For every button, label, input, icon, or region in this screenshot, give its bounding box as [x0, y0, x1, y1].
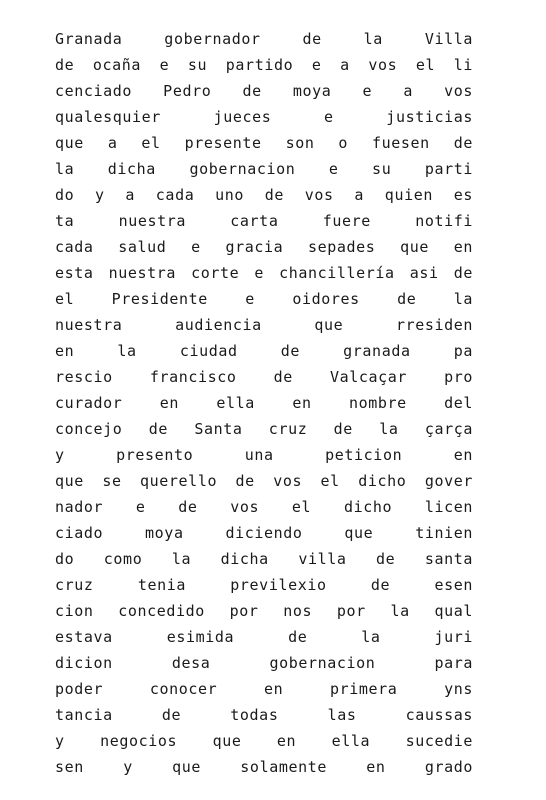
text-line-6: la dicha gobernacion e su parti — [55, 160, 473, 178]
text-line-14: rescio francisco de Valcaçar pro — [55, 368, 473, 386]
text-line-15: curador en ella en nombre del — [55, 394, 473, 412]
text-line-8: ta nuestra carta fuere notifi — [55, 212, 473, 230]
text-line-25: dicion desa gobernacion para — [55, 654, 473, 672]
text-line-1: Granada gobernador de la Villa — [55, 30, 473, 48]
text-line-24: estava esimida de la juri — [55, 628, 473, 646]
text-line-28: y negocios que en ella sucedie — [55, 732, 473, 750]
text-line-26: poder conocer en primera yns — [55, 680, 473, 698]
text-line-4: qualesquier jueces e justicias — [55, 108, 473, 126]
text-line-22: cruz tenia previlexio de esen — [55, 576, 473, 594]
text-line-10: esta nuestra corte e chancillería asi de — [55, 264, 473, 282]
text-line-21: do como la dicha villa de santa — [55, 550, 473, 568]
text-line-11: el Presidente e oidores de la — [55, 290, 473, 308]
text-line-17: y presento una peticion en — [55, 446, 473, 464]
text-line-5: que a el presente son o fuesen de — [55, 134, 473, 152]
text-line-16: concejo de Santa cruz de la çarça — [55, 420, 473, 438]
text-line-19: nador e de vos el dicho licen — [55, 498, 473, 516]
text-line-3: cenciado Pedro de moya e a vos — [55, 82, 473, 100]
text-line-23: cion concedido por nos por la qual — [55, 602, 473, 620]
text-line-20: ciado moya diciendo que tinien — [55, 524, 473, 542]
text-line-18: que se querello de vos el dicho gover — [55, 472, 473, 490]
text-line-7: do y a cada uno de vos a quien es — [55, 186, 473, 204]
text-line-27: tancia de todas las caussas — [55, 706, 473, 724]
text-line-13: en la ciudad de granada pa — [55, 342, 473, 360]
text-line-2: de ocaña e su partido e a vos el li — [55, 56, 473, 74]
text-line-9: cada salud e gracia sepades que en — [55, 238, 473, 256]
text-line-12: nuestra audiencia que rresiden — [55, 316, 473, 334]
document-body — [55, 26, 473, 780]
text-line-29: sen y que solamente en grado — [55, 758, 473, 776]
